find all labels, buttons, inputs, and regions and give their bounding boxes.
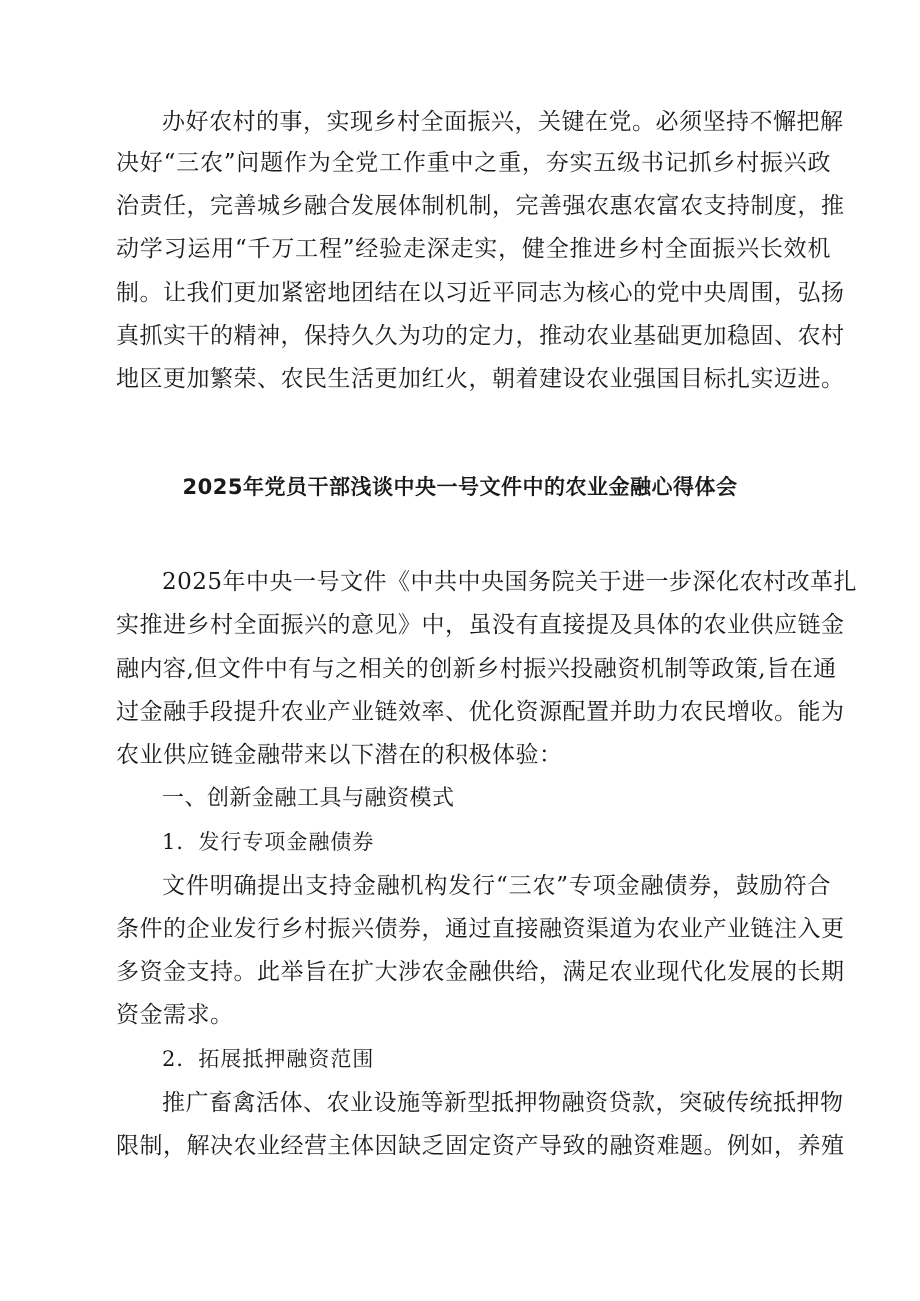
section-heading: 一、创新金融工具与融资模式 bbox=[162, 786, 455, 811]
paragraph-line: 真抓实干的精神，保持久久为功的定力，推动农业基础更加稳固、农村 bbox=[116, 323, 845, 349]
paragraph-line: 资金需求。 bbox=[116, 1002, 234, 1028]
paragraph-line: 治责任，完善城乡融合发展体制机制，完善强农惠农富农支持制度，推 bbox=[116, 193, 845, 219]
paragraph-line: 推广畜禽活体、农业设施等新型抵押物融资贷款，突破传统抵押物 bbox=[162, 1090, 844, 1116]
paragraph-line: 2025年中央一号文件《中共中央国务院关于进一步深化农村改革扎 bbox=[162, 569, 858, 595]
paragraph-line: 办好农村的事，实现乡村全面振兴，关键在党。必须坚持不懈把解 bbox=[162, 109, 844, 135]
paragraph-line: 多资金支持。此举旨在扩大涉农金融供给，满足农业现代化发展的长期 bbox=[116, 959, 845, 985]
paragraph-line: 融内容,但文件中有与之相关的创新乡村振兴投融资机制等政策,旨在通 bbox=[116, 656, 837, 682]
paragraph-line: 文件明确提出支持金融机构发行“三农”专项金融债券，鼓励符合 bbox=[162, 873, 831, 899]
article-title: 2025年党员干部浅谈中央一号文件中的农业金融心得体会 bbox=[182, 475, 738, 499]
paragraph-line: 制。让我们更加紧密地团结在以习近平同志为核心的党中央周围，弘扬 bbox=[116, 280, 845, 306]
item-heading: 1．发行专项金融债券 bbox=[162, 830, 375, 854]
paragraph-line: 决好“三农”问题作为全党工作重中之重，夯实五级书记抓乡村振兴政 bbox=[116, 150, 831, 176]
paragraph-line: 农业供应链金融带来以下潜在的积极体验： bbox=[116, 742, 563, 768]
paragraph-line: 动学习运用“千万工程”经验走深走实，健全推进乡村全面振兴长效机 bbox=[116, 236, 831, 262]
paragraph-line: 条件的企业发行乡村振兴债券，通过直接融资渠道为农业产业链注入更 bbox=[116, 916, 845, 942]
paragraph-line: 实推进乡村全面振兴的意见》中，虽没有直接提及具体的农业供应链金 bbox=[116, 612, 845, 638]
paragraph-line: 限制，解决农业经营主体因缺乏固定资产导致的融资难题。例如，养殖 bbox=[116, 1133, 845, 1159]
paragraph-line: 过金融手段提升农业产业链效率、优化资源配置并助力农民增收。能为 bbox=[116, 699, 845, 725]
item-heading: 2．拓展抵押融资范围 bbox=[162, 1047, 375, 1071]
paragraph-line: 地区更加繁荣、农民生活更加红火，朝着建设农业强国目标扎实迈进。 bbox=[116, 366, 845, 392]
